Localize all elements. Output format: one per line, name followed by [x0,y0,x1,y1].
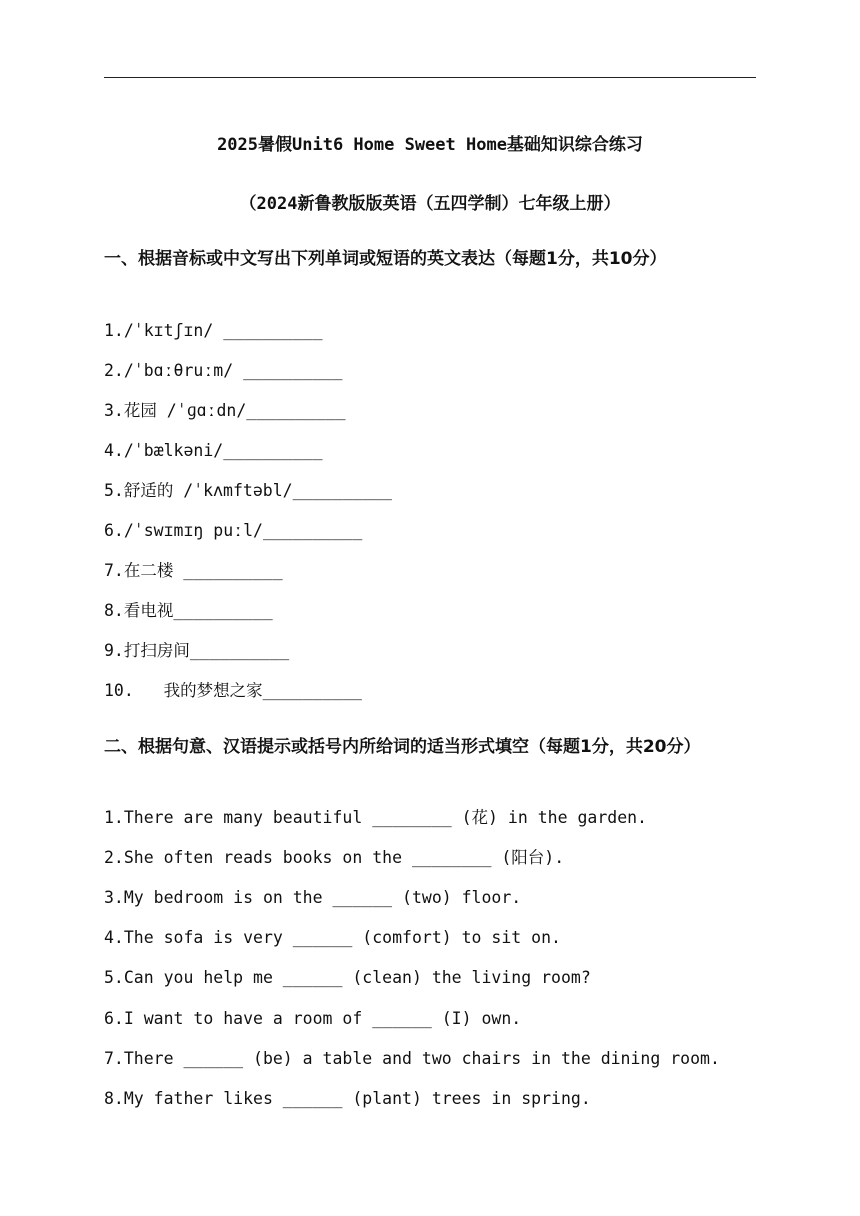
section1-item-5: 5.舒适的 /ˈkʌmftəbl/__________ [104,481,392,500]
section1-item-7: 7.在二楼 __________ [104,561,283,580]
page-title: 2025暑假Unit6 Home Sweet Home基础知识综合练习 [217,135,643,155]
section2-item-5: 5.Can you help me ______ (clean) the living room? [104,968,591,987]
page-subtitle: （2024新鲁教版版英语（五四学制）七年级上册） [239,194,621,214]
header-rule [104,77,756,78]
section2-item-2: 2.She often reads books on the ________ (阳台). [104,848,565,867]
section2-item-6: 6.I want to have a room of ______ (I) own. [104,1009,522,1028]
section2-item-8: 8.My father likes ______ (plant) trees in spring. [104,1089,591,1108]
section1-item-4: 4./ˈbælkəni/__________ [104,441,323,460]
section1-item-1: 1./ˈkɪtʃɪn/ __________ [104,321,323,340]
section1-item-2: 2./ˈbɑːθruːm/ __________ [104,361,343,380]
section1-item-9: 9.打扫房间__________ [104,641,290,660]
section2-item-7: 7.There ______ (be) a table and two chairs in the dining room. [104,1049,720,1068]
section2-item-1: 1.There are many beautiful ________ (花) in the garden. [104,808,647,827]
section1-item-10: 10. 我的梦想之家__________ [104,681,362,700]
section1-item-3: 3.花园 /ˈɡɑːdn/__________ [104,401,346,420]
section2-item-3: 3.My bedroom is on the ______ (two) floor. [104,888,522,907]
section1-item-6: 6./ˈswɪmɪŋ puːl/__________ [104,521,363,540]
section2-item-4: 4.The sofa is very ______ (comfort) to sit on. [104,928,561,947]
section1-item-8: 8.看电视__________ [104,601,273,620]
section1-heading: 一、根据音标或中文写出下列单词或短语的英文表达（每题1分，共10分） [104,249,667,269]
section2-heading: 二、根据句意、汉语提示或括号内所给词的适当形式填空（每题1分，共20分） [104,737,701,757]
